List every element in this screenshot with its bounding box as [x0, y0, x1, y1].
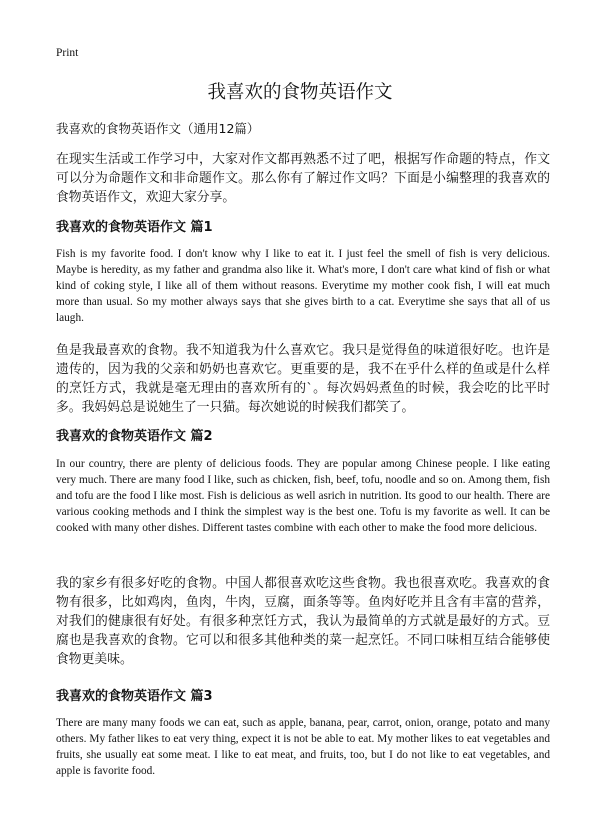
section-1-english: Fish is my favorite food. I don't know why I like to eat it. I just feel the smell of fish is very delicious. Maybe is heredity, as my father and grandma also like it. What's more, I don't care what kind of fish or what kind of coking style, I like all of them without reasons. Everytime my mother cook fish, I will eat much more than usual. So my mother always says that she gives birth to a cat. Everytime she says that all of us laugh. [56, 248, 550, 324]
section-2-chinese: 我的家乡有很多好吃的食物。中国人都很喜欢吃这些食物。我也很喜欢吃。我喜欢的食物有很多，比如鸡肉，鱼肉，牛肉，豆腐，面条等等。鱼肉好吃并且含有丰富的营养，对我们的健康很有好处。有很多种烹饪方式，我认为最简单的方式就是最好的方式。豆腐也是我喜欢的食物。它可以和很多其他种类的菜一起烹饪。不同口味相互结合能够使食物更美味。 [56, 576, 550, 667]
page-subtitle: 我喜欢的食物英语作文（通用12篇） [56, 121, 260, 136]
page-title: 我喜欢的食物英语作文 [207, 82, 393, 103]
section-heading-1: 我喜欢的食物英语作文 篇1 [56, 220, 213, 235]
section-heading-3: 我喜欢的食物英语作文 篇3 [56, 689, 213, 704]
section-1-chinese: 鱼是我最喜欢的食物。我不知道我为什么喜欢它。我只是觉得鱼的味道很好吃。也许是遗传的，因为我的父亲和奶奶也喜欢它。更重要的是，我不在乎什么样的鱼或是什么样的烹饪方式，我就是毫无理由的喜欢所有的`。每次妈妈煮鱼的时候，我会吃的比平时多。我妈妈总是说她生了一只猫。每次她说的时候我们都笑了。 [56, 343, 550, 415]
print-link[interactable]: Print [56, 47, 79, 59]
section-2-english: In our country, there are plenty of delicious foods. They are popular among Chinese people. I like eating very much. There are many food I like, such as chicken, fish, beef, tofu, noodle and so on. Among them, fish and tofu are the food I like most. Fish is delicious as well asrich in nutrition. Its good to our health. There are various cooking methods and I think the simplest way is the best one. Tofu is my favorite as well. It can be cooked with many other dishes. Different tastes combine with each other to make the food more delicious. [56, 458, 550, 534]
section-heading-2: 我喜欢的食物英语作文 篇2 [56, 429, 213, 444]
intro-paragraph: 在现实生活或工作学习中，大家对作文都再熟悉不过了吧，根据写作命题的特点，作文可以分为命题作文和非命题作文。那么你有了解过作文吗？下面是小编整理的我喜欢的食物英语作文，欢迎大家分享。 [56, 152, 550, 205]
section-3-english: There are many many foods we can eat, such as apple, banana, pear, carrot, onion, orange, potato and many others. My father likes to eat very thing, expect it is not be able to eat. My mother likes to eat vegetables and fruits, she usually eat some meat. I like to eat meat, and fruits, too, but I do not like to eat vegetables, and apple is favorite food. [56, 717, 550, 777]
